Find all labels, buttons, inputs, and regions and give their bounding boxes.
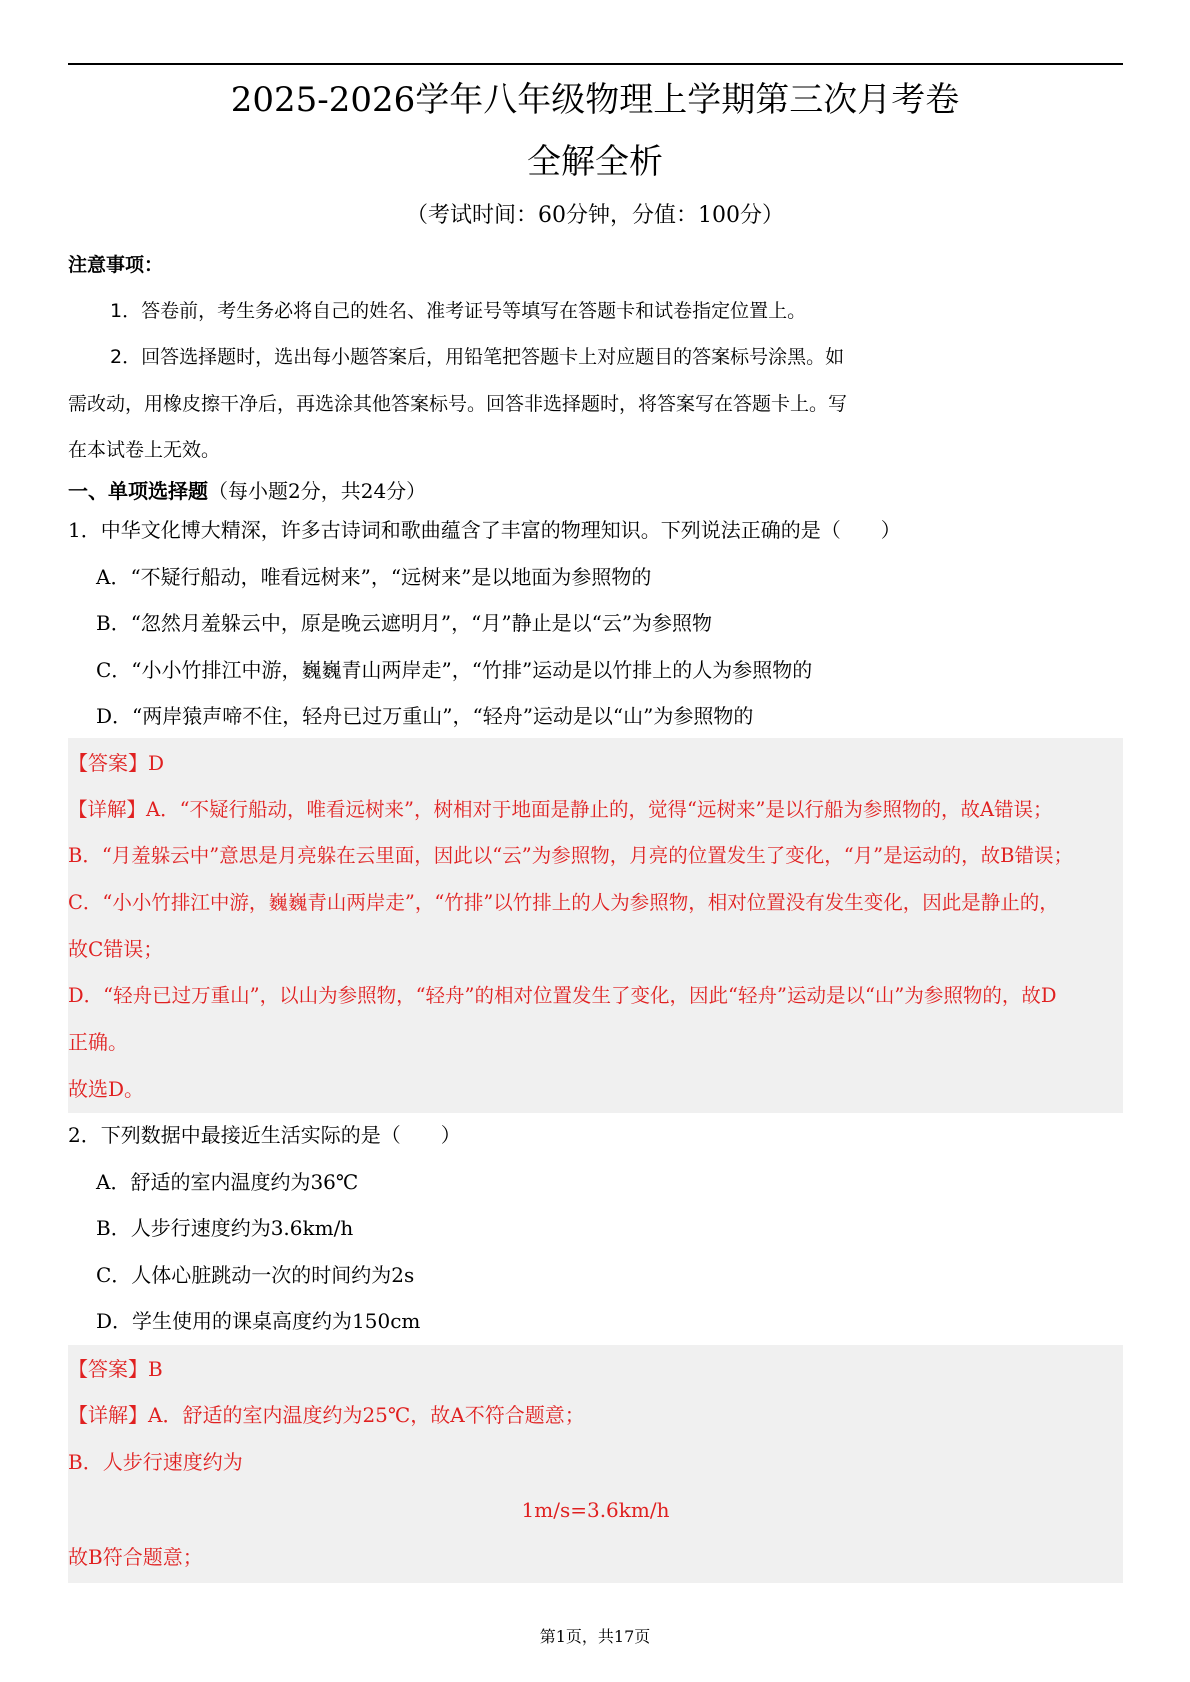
- page-number: 第1页，共17页: [539, 1627, 651, 1646]
- question-1-option-d: D．“两岸猿声啼不住，轻舟已过万重山”，“轻舟”运动是以“山”为参照物的: [96, 704, 754, 728]
- question-1-detail-line: C．“小小竹排江中游，巍巍青山两岸走”，“竹排”以竹排上的人为参照物，相对位置没有发生变化，因此是静止的，: [68, 891, 1059, 914]
- question-2-option-b: B．人步行速度约为3.6km/h: [96, 1216, 354, 1240]
- question-2-detail-line: 故B符合题意；: [68, 1545, 203, 1569]
- question-1-detail-line: 故C错误；: [68, 937, 164, 961]
- page-title: 2025-2026学年八年级物理上学期第三次月考卷: [230, 80, 960, 120]
- question-1-detail-line: D．“轻舟已过万重山”，以山为参照物，“轻舟”的相对位置发生了变化，因此“轻舟”运动是以“山”为参照物的，故D: [68, 984, 1057, 1007]
- question-1-detail-line: B．“月羞躲云中”意思是月亮躲在云里面，因此以“云”为参照物，月亮的位置发生了变化，“月”是运动的，故B错误；: [68, 844, 1073, 867]
- notice-item-2-line-3: 在本试卷上无效。: [68, 439, 221, 461]
- question-1-answer: 【答案】D: [68, 751, 165, 775]
- question-1-option-a: A．“不疑行船动，唯看远树来”，“远树来”是以地面为参照物的: [96, 565, 652, 589]
- notice-item-1: 1．答卷前，考生务必将自己的姓名、准考证号等填写在答题卡和试卷指定位置上。: [110, 300, 807, 322]
- top-rule: [68, 63, 1123, 65]
- question-1-detail-line: 正确。: [68, 1030, 128, 1054]
- question-2-formula: 1m/s=3.6km/h: [521, 1498, 670, 1522]
- section-title: 一、单项选择题: [68, 479, 208, 503]
- notice-item-2-line-2: 需改动，用橡皮擦干净后，再选涂其他答案标号。回答非选择题时，将答案写在答题卡上。写: [68, 393, 848, 415]
- section-note: （每小题2分，共24分）: [208, 479, 427, 503]
- notice-item-2-line-1: 2．回答选择题时，选出每小题答案后，用铅笔把答题卡上对应题目的答案标号涂黑。如: [110, 346, 845, 368]
- question-1-option-b: B．“忽然月羞躲云中，原是晚云遮明月”，“月”静止是以“云”为参照物: [96, 611, 713, 635]
- question-1-detail-line: 故选D。: [68, 1077, 145, 1101]
- question-2-option-c: C．人体心脏跳动一次的时间约为2s: [96, 1263, 415, 1287]
- question-2-option-a: A．舒适的室内温度约为36℃: [96, 1170, 359, 1194]
- exam-info: （考试时间：60分钟，分值：100分）: [406, 203, 784, 228]
- question-2-detail-line: B．人步行速度约为: [68, 1450, 243, 1474]
- section-heading: [68, 477, 426, 505]
- question-2-stem: 2．下列数据中最接近生活实际的是（ ）: [68, 1123, 461, 1147]
- question-2-option-d: D．学生使用的课桌高度约为150cm: [96, 1309, 421, 1333]
- question-2-answer: 【答案】B: [68, 1357, 163, 1381]
- question-1-stem: 1．中华文化博大精深，许多古诗词和歌曲蕴含了丰富的物理知识。下列说法正确的是（ ）: [68, 518, 901, 542]
- question-2-detail-line: 【详解】A．舒适的室内温度约为25℃，故A不符合题意；: [68, 1403, 585, 1427]
- question-1-answer-box: [68, 738, 1123, 1113]
- question-1-detail-line: 【详解】A．“不疑行船动，唯看远树来”，树相对于地面是静止的，觉得“远树来”是以行船为参照物的，故A错误；: [68, 798, 1053, 821]
- page-subtitle: 全解全析: [527, 142, 663, 182]
- question-1-option-c: C．“小小竹排江中游，巍巍青山两岸走”，“竹排”运动是以竹排上的人为参照物的: [96, 658, 813, 682]
- notice-heading: 注意事项：: [68, 254, 164, 276]
